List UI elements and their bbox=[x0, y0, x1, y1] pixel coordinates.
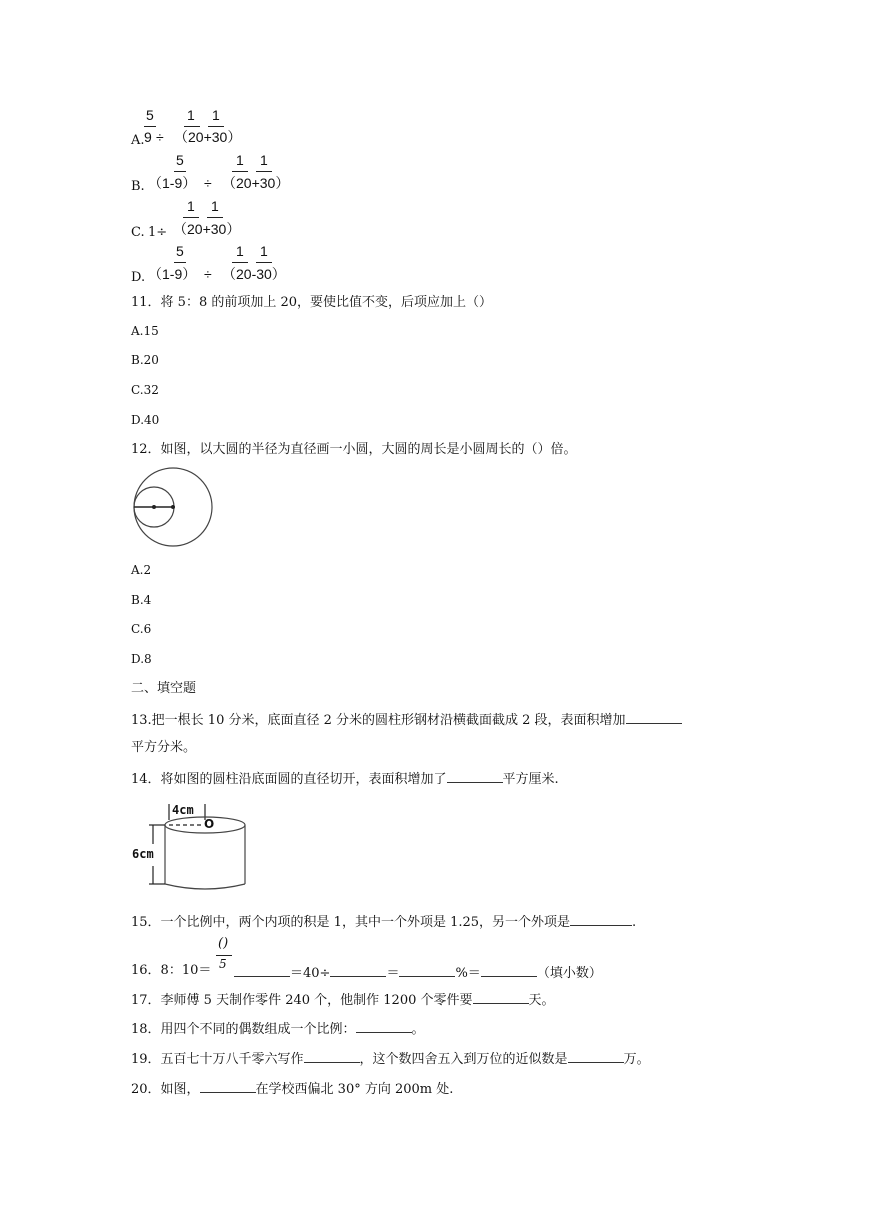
fraction-denominator: 9 bbox=[144, 129, 152, 145]
question-18-stem: 18．用四个不同的偶数组成一个比例： 。 bbox=[131, 1022, 425, 1037]
fraction-numerator: 1 bbox=[236, 243, 244, 259]
option-letter: B. bbox=[131, 179, 145, 194]
question-15-stem: 15．一个比例中，两个内项的积是 1，其中一个外项是 1.25，另一个外项是 . bbox=[131, 915, 637, 930]
fraction-numerator: () bbox=[218, 936, 229, 951]
section-heading: 二、填空题 bbox=[131, 681, 197, 696]
q11-option-d: D.40 bbox=[131, 413, 160, 427]
paren-expression: （1-9） bbox=[148, 175, 197, 191]
question-16-prefix: 16．8：10＝ bbox=[131, 963, 212, 978]
q12-option-d: D.8 bbox=[131, 652, 152, 666]
lead-expression: 1÷ bbox=[148, 225, 168, 240]
fraction-numerator: 1 bbox=[236, 152, 244, 168]
q11-option-a: A.15 bbox=[131, 324, 159, 338]
fraction-numerator: 1 bbox=[212, 107, 220, 123]
figure-side-label: 6cm bbox=[132, 847, 154, 861]
option-letter: C. bbox=[131, 225, 145, 240]
question-19-stem: 19．五百七十万八千零六写作 ，这个数四舍五入到万位的近似数是 万。 bbox=[131, 1052, 650, 1067]
fraction-numerator: 1 bbox=[187, 198, 195, 214]
q12-option-a: A.2 bbox=[131, 563, 152, 577]
option-letter: D. bbox=[131, 270, 146, 285]
fraction-numerator: 1 bbox=[187, 107, 195, 123]
question-16-rest: ＝40÷ ＝ %＝ （填小数） bbox=[234, 964, 602, 980]
paren-expression: （20+30） bbox=[173, 221, 241, 237]
operator: ÷ bbox=[204, 266, 212, 282]
option-letter: A. bbox=[131, 133, 145, 148]
q11-option-b: B.20 bbox=[131, 353, 159, 367]
question-13-stem: 13.把一根长 10 分米，底面直径 2 分米的圆柱形钢材沿横截面截成 2 段，表面积增加 bbox=[131, 711, 682, 727]
circles-figure bbox=[131, 468, 215, 552]
question-14-stem: 14．将如图的圆柱沿底面圆的直径切开，表面积增加了 平方厘米. bbox=[131, 772, 559, 787]
fraction-numerator: 5 bbox=[176, 243, 184, 259]
q11-option-c: C.32 bbox=[131, 383, 159, 397]
question-11-stem: 11．将 5：8 的前项加上 20，要使比值不变，后项应加上（） bbox=[131, 295, 493, 310]
operator: ÷ bbox=[204, 175, 212, 191]
question-17-stem: 17．李师傅 5 天制作零件 240 个，他制作 1200 个零件要 天。 bbox=[131, 993, 555, 1008]
paren-expression: （20+30） bbox=[174, 129, 242, 145]
fraction-numerator: 5 bbox=[146, 107, 154, 123]
q12-option-c: C.6 bbox=[131, 622, 152, 636]
figure-center-label: O bbox=[204, 817, 215, 831]
question-12-stem: 12．如图，以大圆的半径为直径画一小圆，大圆的周长是小圆周长的（）倍。 bbox=[131, 442, 577, 457]
question-13-unit: 平方分米。 bbox=[131, 740, 197, 755]
fraction-denominator: 5 bbox=[219, 957, 227, 971]
operator: ÷ bbox=[156, 129, 164, 145]
paren-expression: （20+30） bbox=[222, 175, 290, 191]
paren-expression: （1-9） bbox=[148, 266, 197, 282]
paren-expression: （20-30） bbox=[222, 266, 286, 282]
figure-top-label: 4cm bbox=[172, 803, 194, 817]
fraction-numerator: 1 bbox=[260, 243, 268, 259]
question-20-stem: 20．如图， 在学校西偏北 30° 方向 200m 处. bbox=[131, 1082, 454, 1097]
q12-option-b: B.4 bbox=[131, 593, 152, 607]
fraction-numerator: 1 bbox=[211, 198, 219, 214]
fraction-numerator: 5 bbox=[176, 152, 184, 168]
fraction-numerator: 1 bbox=[260, 152, 268, 168]
